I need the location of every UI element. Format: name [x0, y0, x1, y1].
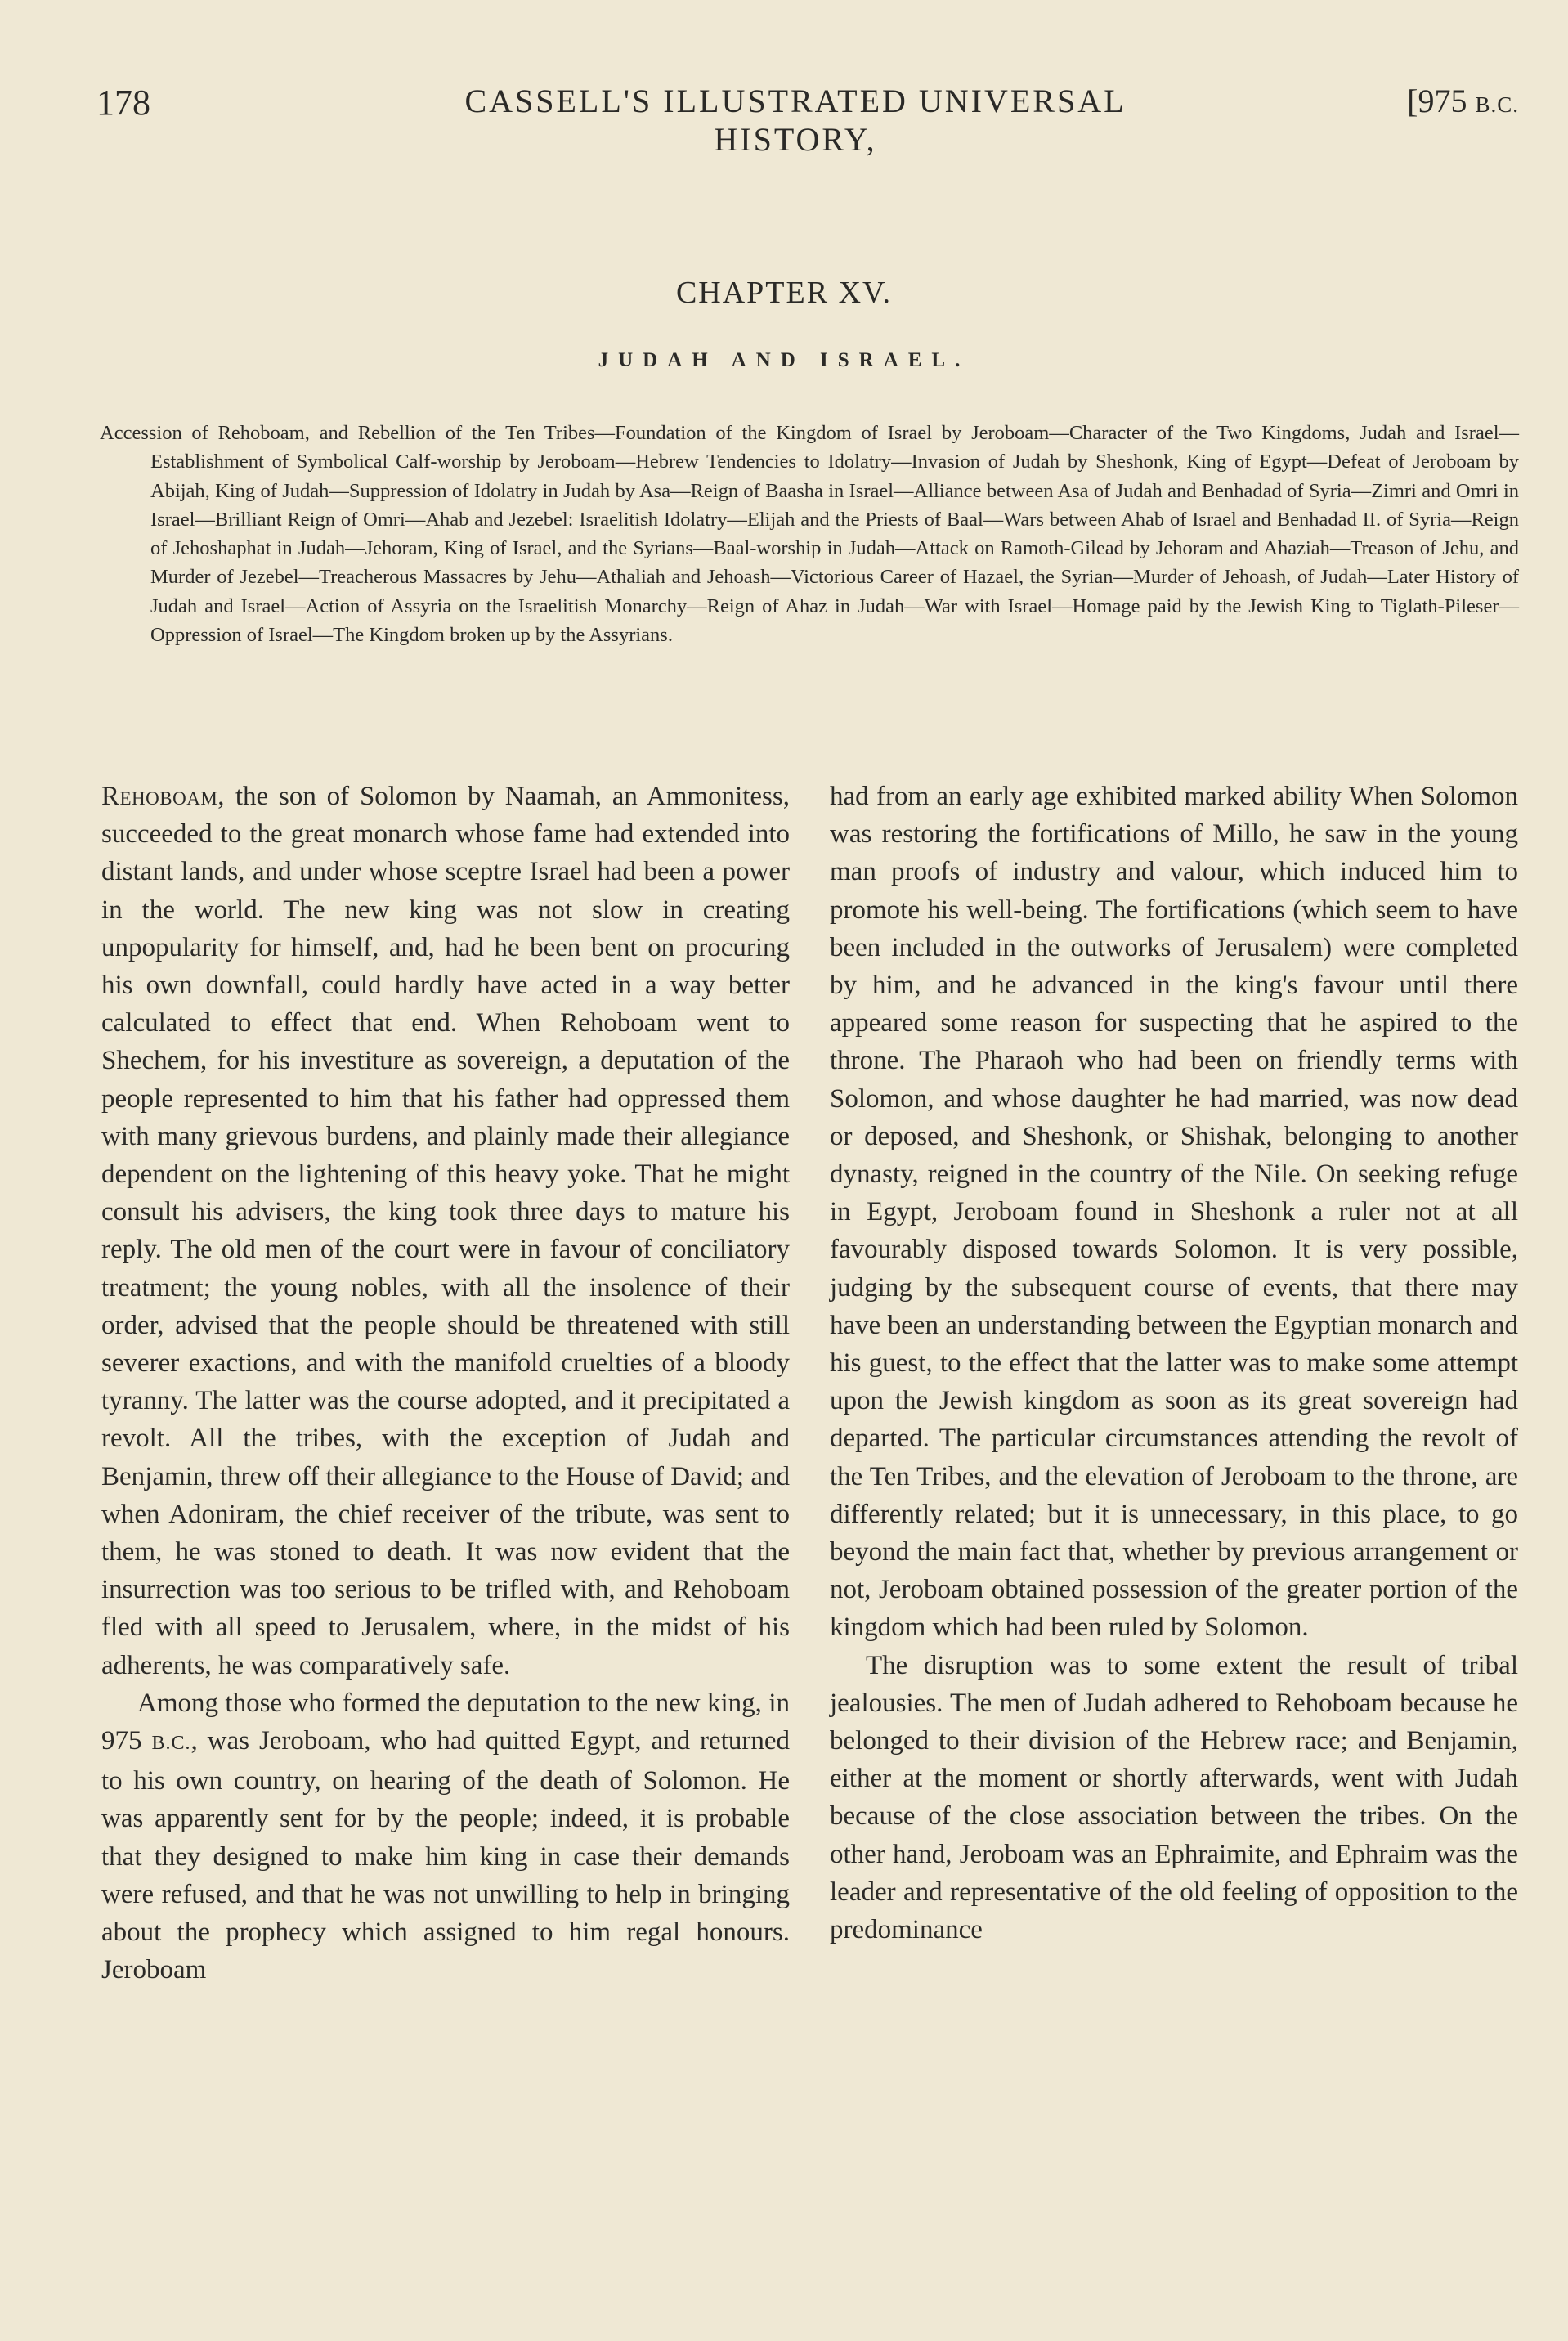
date-era: B.C. [1475, 92, 1519, 117]
paragraph: had from an early age exhibited marked ability When Solomon was restoring the fortifications of Millo, he saw in the young man proofs of industry and valour, which induced him to promote his well-being. The fortifications (which seem to have been included in the outworks of Jerusalem) were completed by him, and he advanced in the king's favour until there appeared some reason for suspecting that he aspired to the throne. The Pharaoh who had been on friendly terms with Solomon, and whose daughter he had married, was now dead or deposed, and Sheshonk, or Shishak, belonging to another dynasty, reigned in the country of the Nile. On seeking refuge in Egypt, Jeroboam found in Sheshonk a ruler not at all favourably disposed towards Solomon. It is very possible, judging by the subsequent course of events, that there may have been an understanding between the Egyptian monarch and his guest, to the effect that the latter was to make some attempt upon the Jewish kingdom as soon as its great sovereign had departed. The particular circumstances attending the revolt of the Ten Tribes, and the elevation of Jeroboam to the throne, are differently related; but it is unnecessary, in this place, to go beyond the main fact that, whether by previous arrangement or not, Jeroboam obtained possession of the greater portion of the kingdom which had been ruled by Solomon. [830, 782, 1518, 1643]
paragraph [101, 778, 790, 1684]
paragraph-text: , was Jeroboam, who had quitted Egypt, and returned to his own country, on hearing of the death of Solomon. He was apparently sent for by the people; indeed, it is probable that they designed to make him king in case their demands were refused, and that he was not unwilling to help in bringing about the prophecy which assigned to him regal honours. Jeroboam [101, 1726, 790, 1985]
paragraph-text: the son of Solomon by Naamah, an Ammonitess, succeeded to the great monarch whose fame had extended into distant lands, and under whose sceptre Israel had been a power in the world. The new king was not slow in creating unpopularity for himself, and, had he been bent on procuring his own downfall, could hardly have acted in a way better calculated to effect that end. When Rehoboam went to Shechem, for his investiture as sovereign, a deputation of the people represented to him that his father had oppressed them with many grievous burdens, and plainly made their allegiance dependent on the lightening of this heavy yoke. That he might consult his advisers, the king took three days to mature his reply. The old men of the court were in favour of conciliatory treatment; the young nobles, with all the insolence of their order, advised that the people should be threatened with still severer exactions, and with the manifold cruelties of a bloody tyranny. The latter was the course adopted, and it precipitated a revolt. All the tribes, with the exception of Judah and Benjamin, threw off their allegiance to the House of David; and when Adoniram, the chief receiver of the tribute, was sent to them, he was stoned to death. It was now evident that the insurrection was too serious to be trifled with, and Rehoboam fled with all speed to Jerusalem, where, in the midst of his adherents, he was comparatively safe. [101, 782, 790, 1680]
lead-word: Rehoboam, [101, 782, 226, 811]
chapter-subtitle: JUDAH AND ISRAEL. [598, 349, 970, 371]
right-column [830, 778, 1518, 1949]
page-number: 178 [96, 83, 150, 123]
running-head [96, 82, 1519, 158]
date-mark [1407, 82, 1519, 120]
paragraph-text: Among those who formed the deputation to the new king, in 975 [101, 1688, 790, 1756]
paragraph [101, 1684, 790, 1989]
running-title: CASSELL'S ILLUSTRATED UNIVERSAL HISTORY, [464, 83, 1127, 158]
era-mark: B.C. [151, 1733, 191, 1755]
left-column [101, 778, 790, 1989]
chapter-heading: CHAPTER XV. [675, 276, 893, 310]
date-year: [975 [1407, 83, 1467, 119]
chapter-synopsis: Accession of Rehoboam, and Rebellion of the Ten Tribes—Foundation of the Kingdom of Israel by Jeroboam—Character of the Two Kingdoms, Judah and Israel—Establishment of Symbolical Calf-worship by Jeroboam—Hebrew Tendencies to Idolatry—Invasion of Judah by Sheshonk, King of Egypt—Defeat of Jeroboam by Abijah, King of Judah—Suppression of Idolatry in Judah by Asa—Reign of Baasha in Israel—Alliance between Asa of Judah and Benhadad of Syria—Zimri and Omri in Israel—Brilliant Reign of Omri—Ahab and Jezebel: Israelitish Idolatry—Elijah and the Priests of Baal—Wars between Ahab of Israel and Benhadad II. of Syria—Reign of Jehoshaphat in Judah—Jehoram, King of Israel, and the Syrians—Baal-worship in Judah—Attack on Ramoth-Gilead by Jehoram and Ahaziah—Treason of Jehu, and Murder of Jezebel—Treacherous Massacres by Jehu—Athaliah and Jehoash—Victorious Career of Hazael, the Syrian—Murder of Jehoash, of Judah—Later History of Judah and Israel—Action of Assyria on the Israelitish Monarchy—Reign of Ahaz in Judah—War with Israel—Homage paid by the Jewish King to Tiglath-Pileser—Oppression of Israel—The Kingdom broken up by the Assyrians. [100, 422, 1519, 647]
paragraph: The disruption was to some extent the result of tribal jealousies. The men of Judah adhered to Rehoboam because he belonged to their division of the Hebrew race; and Benjamin, either at the moment or shortly afterwards, went with Judah because of the close association between the tribes. On the other hand, Jeroboam was an Ephraimite, and Ephraim was the leader and representative of the old feeling of opposition to the predominance [830, 1650, 1518, 1945]
